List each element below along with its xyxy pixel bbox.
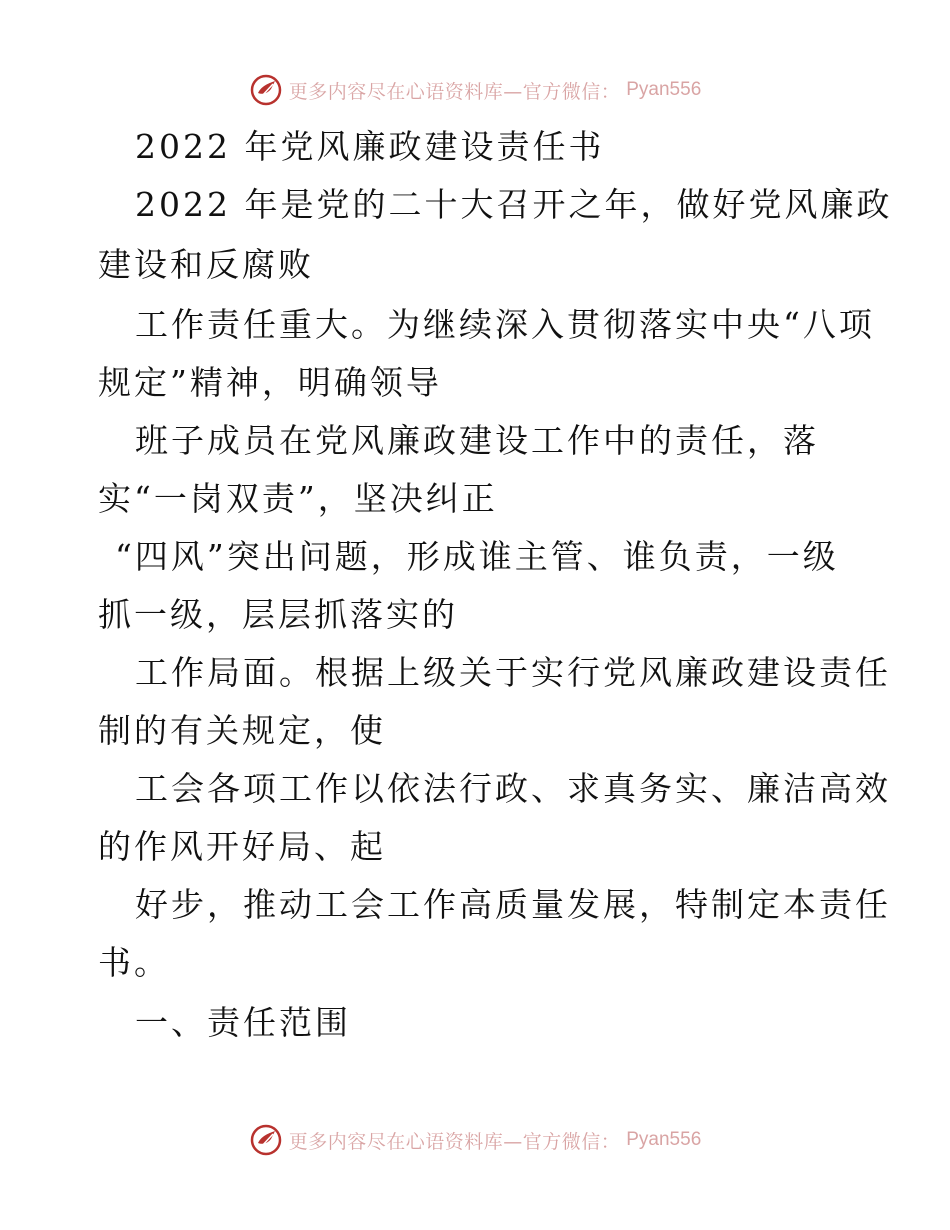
paragraph-line: 的作风开好局、起 (98, 827, 386, 866)
paragraph-line: 班子成员在党风廉政建设工作中的责任，落 (135, 421, 819, 460)
brand-logo-icon (249, 1123, 283, 1157)
document-title: 2022 年党风廉政建设责任书 (135, 127, 605, 166)
brand-logo-icon (249, 73, 283, 107)
watermark-text: 更多内容尽在心语资料库—官方微信： (288, 1130, 621, 1153)
paragraph-line: 规定”精神，明确领导 (98, 363, 442, 402)
paragraph-line: 工作局面。根据上级关于实行党风廉政建设责任 (135, 653, 891, 692)
paragraph-line: 工会各项工作以依法行政、求真务实、廉洁高效 (135, 769, 891, 808)
paragraph-line: 抓一级，层层抓落实的 (98, 595, 458, 634)
section-heading: 一、责任范围 (135, 1003, 351, 1042)
watermark-brand: Pyan556 (626, 79, 702, 100)
watermark-text: 更多内容尽在心语资料库—官方微信： (288, 80, 621, 103)
paragraph-line: 2022 年是党的二十大召开之年，做好党风廉政 (135, 185, 893, 224)
paragraph-line: 好步，推动工会工作高质量发展，特制定本责任 (135, 885, 891, 924)
watermark-header (0, 70, 950, 110)
watermark-footer (0, 1120, 950, 1160)
paragraph-line: 实“一岗双责”，坚决纠正 (98, 479, 498, 518)
paragraph-line: 工作责任重大。为继续深入贯彻落实中央“八项 (135, 305, 875, 344)
paragraph-line: 制的有关规定，使 (98, 711, 386, 750)
paragraph-line: “四风”突出问题，形成谁主管、谁负责，一级 (115, 537, 839, 576)
paragraph-line: 建设和反腐败 (98, 245, 314, 284)
paragraph-line: 书。 (98, 943, 170, 982)
watermark-brand: Pyan556 (626, 1129, 702, 1150)
